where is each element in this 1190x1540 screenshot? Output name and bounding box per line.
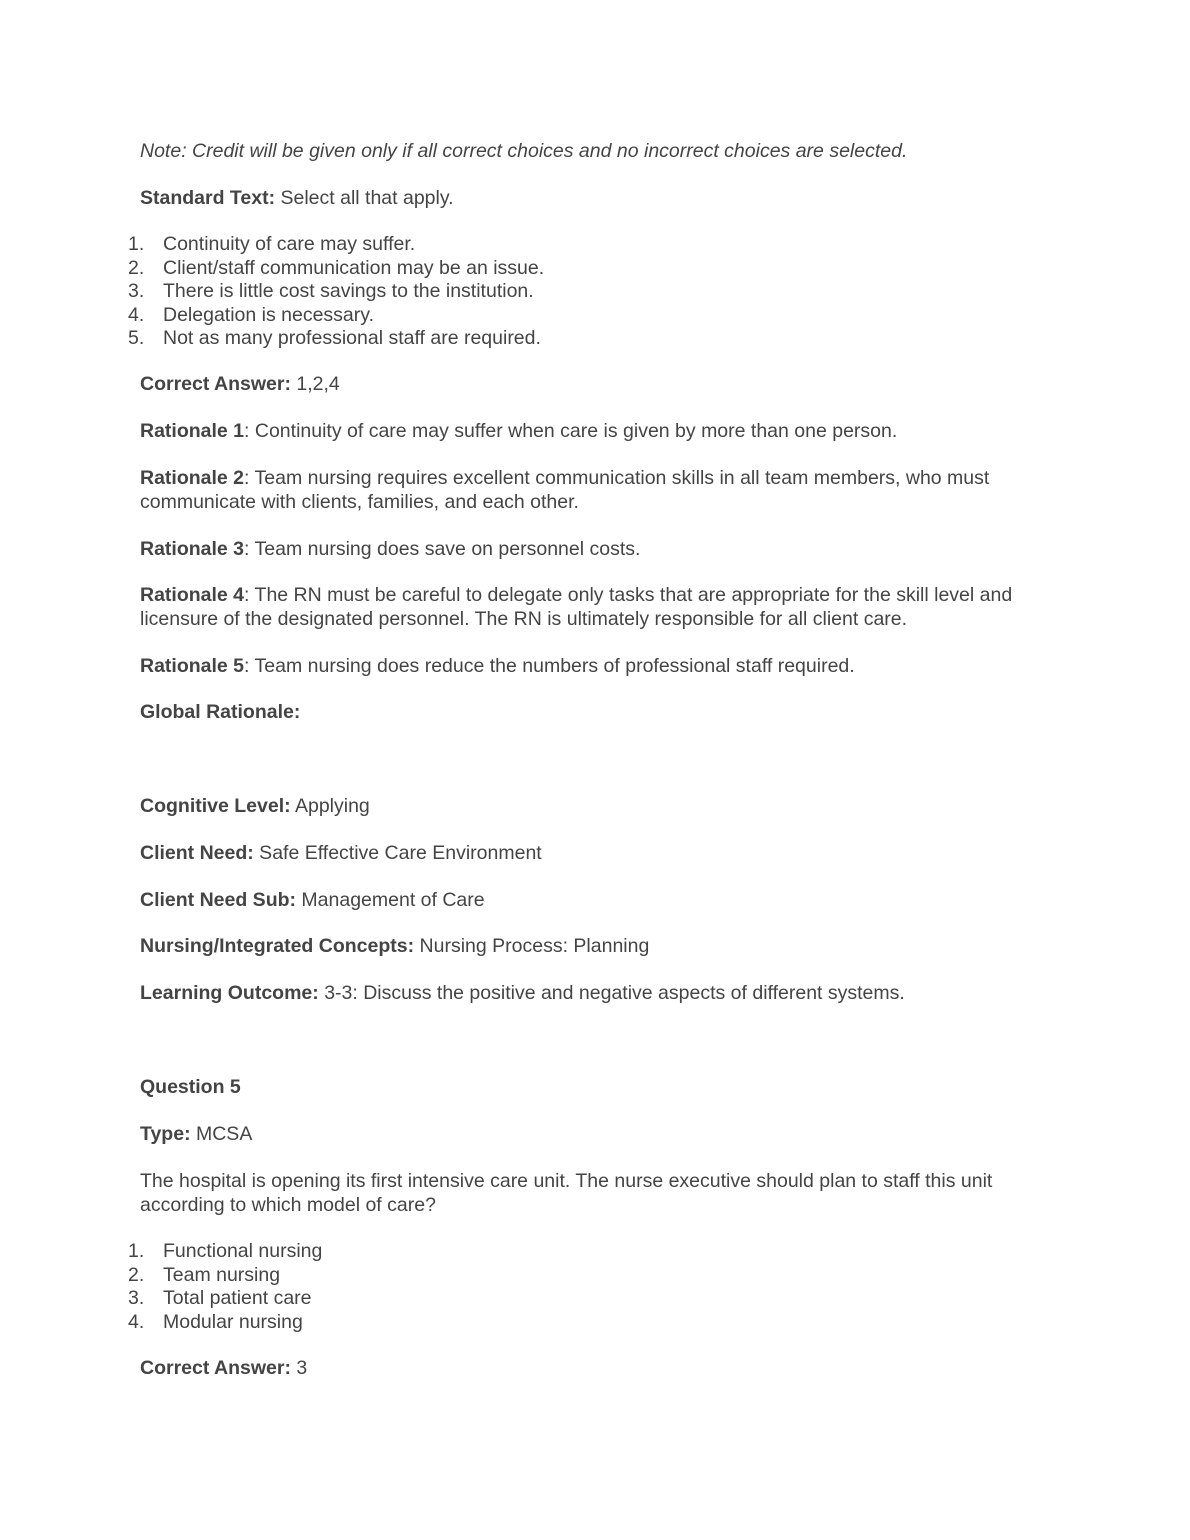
question-type-label: Type:	[140, 1123, 191, 1145]
q5-options	[0, 1240, 322, 1334]
client-need	[140, 842, 1050, 866]
rationale-label: Rationale 2	[140, 467, 245, 489]
credit-note: Note: Credit will be given only if all correct choices and no incorrect choices are selected.	[140, 140, 908, 162]
q5-option-text: Team nursing	[163, 1263, 281, 1286]
q5-option	[0, 1264, 322, 1288]
q4-option	[0, 233, 544, 257]
rationale-text: : Team nursing requires excellent communication skills in all team members, who must communicate with clients, families, and each other.	[140, 467, 990, 513]
correct-answer-value: 3	[290, 1357, 308, 1379]
integrated-concepts-value: Nursing Process: Planning	[414, 935, 650, 957]
rationale-3	[140, 538, 1050, 562]
client-need-label: Client Need:	[140, 842, 254, 864]
rationale-5	[140, 655, 1050, 679]
rationale-text: : Team nursing does save on personnel costs.	[244, 538, 641, 560]
q4-option-text: Continuity of care may suffer.	[163, 233, 416, 255]
correct-answer-label: Correct Answer:	[140, 1357, 291, 1379]
rationale-text: : The RN must be careful to delegate only tasks that are appropriate for the skill level and licensure of the designated personnel. The RN is ultimately responsible for all client care.	[140, 584, 1013, 630]
learning-outcome	[140, 982, 1050, 1006]
learning-outcome-label: Learning Outcome:	[140, 982, 319, 1004]
question-type-value: MCSA	[190, 1123, 253, 1145]
cognitive-level-label: Cognitive Level:	[140, 795, 291, 817]
q4-option	[0, 257, 544, 281]
q5-option	[0, 1287, 322, 1311]
q5-option	[0, 1240, 322, 1264]
q4-option-number: 5.	[128, 327, 145, 349]
standard-text-label: Standard Text:	[140, 187, 276, 209]
client-need-value: Safe Effective Care Environment	[253, 842, 542, 864]
standard-text	[140, 187, 1050, 211]
rationale-text: : Team nursing does reduce the numbers of professional staff required.	[244, 655, 855, 677]
q5-correct-answer	[140, 1357, 1050, 1381]
q4-option-text: Not as many professional staff are required.	[163, 327, 541, 349]
rationale-1	[140, 420, 1050, 444]
cognitive-level-value: Applying	[290, 795, 370, 817]
question-title: Question 5	[140, 1076, 241, 1098]
q4-option-number: 4.	[128, 303, 145, 326]
q5-option	[0, 1311, 322, 1335]
q4-option	[0, 280, 544, 304]
q4-option	[0, 304, 544, 328]
client-need-sub-label: Client Need Sub:	[140, 889, 297, 911]
client-need-sub	[140, 889, 1050, 913]
q4-correct-answer	[140, 373, 1050, 397]
q5-option-number: 4.	[128, 1310, 145, 1333]
client-need-sub-value: Management of Care	[296, 889, 485, 911]
q4-option	[0, 327, 544, 351]
question-stem: The hospital is opening its first intensive care unit. The nurse executive should plan to staff this unit according to which model of care?	[140, 1170, 993, 1216]
q5-option-text: Functional nursing	[163, 1240, 323, 1262]
rationale-label: Rationale 4	[140, 584, 245, 606]
rationale-label: Rationale 5	[140, 655, 245, 677]
correct-answer-value: 1,2,4	[290, 373, 340, 395]
question-type	[140, 1123, 1050, 1147]
q5-option-text: Modular nursing	[163, 1310, 303, 1333]
global-rationale-label: Global Rationale:	[140, 701, 301, 723]
correct-answer-label: Correct Answer:	[140, 373, 291, 395]
integrated-concepts	[140, 935, 1050, 959]
q5-option-number: 1.	[128, 1240, 145, 1262]
rationale-label: Rationale 1	[140, 420, 245, 442]
q4-option-number: 3.	[128, 280, 145, 302]
q4-option-number: 2.	[128, 256, 145, 279]
q5-option-number: 3.	[128, 1287, 145, 1309]
q4-option-text: There is little cost savings to the institution.	[163, 280, 534, 302]
learning-outcome-value: 3-3: Discuss the positive and negative aspects of different systems.	[318, 982, 905, 1004]
rationale-2	[140, 467, 1050, 514]
q5-option-text: Total patient care	[163, 1287, 312, 1309]
integrated-concepts-label: Nursing/Integrated Concepts:	[140, 935, 415, 957]
q4-option-text: Delegation is necessary.	[163, 303, 374, 326]
rationale-label: Rationale 3	[140, 538, 245, 560]
q4-options	[0, 233, 544, 351]
q4-option-number: 1.	[128, 233, 145, 255]
q5-option-number: 2.	[128, 1263, 145, 1286]
rationale-4	[140, 584, 1050, 631]
cognitive-level	[140, 795, 1050, 819]
rationale-text: : Continuity of care may suffer when care is given by more than one person.	[244, 420, 898, 442]
q4-option-text: Client/staff communication may be an issue.	[163, 256, 545, 279]
standard-text-value: Select all that apply.	[275, 187, 454, 209]
